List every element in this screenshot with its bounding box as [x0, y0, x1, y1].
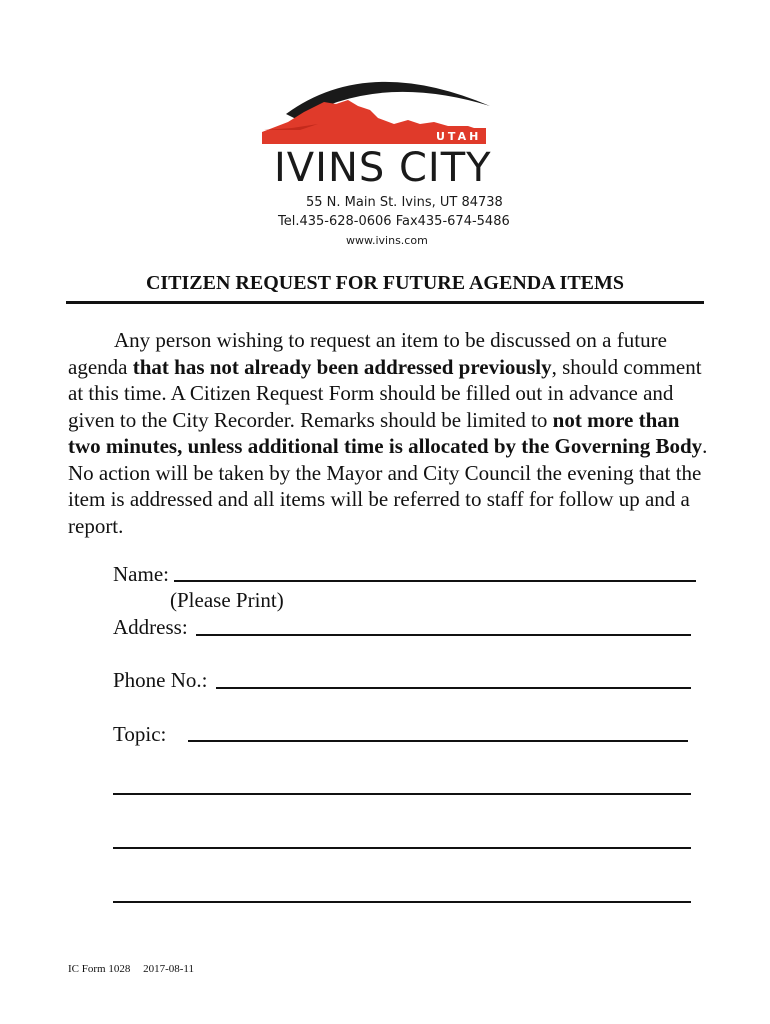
topic-extra-line-1[interactable] [113, 793, 691, 795]
phone-input-line[interactable] [216, 687, 691, 689]
instructions-text-2: , should comment at this time. A Citizen Request Form should be filled out in advance and given to the City Recorder. Remarks should be limited to [68, 354, 702, 432]
instructions-bold-1: that has not already been addressed previously [132, 354, 552, 379]
name-label: Name: [113, 562, 169, 586]
city-website: www.ivins.com [346, 234, 428, 247]
topic-label: Topic: [113, 722, 167, 746]
topic-extra-line-2[interactable] [113, 847, 691, 849]
form-footer [68, 963, 204, 975]
form-id: IC Form 1028 [68, 963, 131, 975]
title-divider [66, 301, 704, 304]
topic-input-line[interactable] [188, 740, 688, 742]
city-phone-fax: Tel.435-628-0606 Fax435-674-5486 [278, 214, 510, 229]
topic-extra-line-3[interactable] [113, 901, 691, 903]
instructions-text-3: . No action will be taken by the Mayor and City Council the evening that the item is addressed and all items will be referred to staff for follow up and a report. [68, 434, 708, 538]
city-name: IVINS CITY [274, 145, 492, 191]
instructions-bold-2: not more than two minutes, unless additional time is allocated by the Governing Body [68, 407, 703, 458]
name-print-hint: (Please Print) [170, 588, 284, 612]
form-title: CITIZEN REQUEST FOR FUTURE AGENDA ITEMS [145, 272, 625, 294]
name-input-line[interactable] [174, 580, 696, 582]
instructions-paragraph [68, 327, 708, 539]
address-label: Address: [113, 615, 188, 639]
city-address: 55 N. Main St. Ivins, UT 84738 [306, 195, 503, 210]
state-label: UTAH [436, 130, 482, 143]
form-date: 2017-08-11 [143, 963, 195, 975]
instructions-text-1: Any person wishing to request an item to be discussed on a future agenda [68, 328, 667, 379]
phone-label: Phone No.: [113, 668, 208, 692]
ivins-city-logo [258, 72, 518, 254]
address-input-line[interactable] [196, 634, 691, 636]
